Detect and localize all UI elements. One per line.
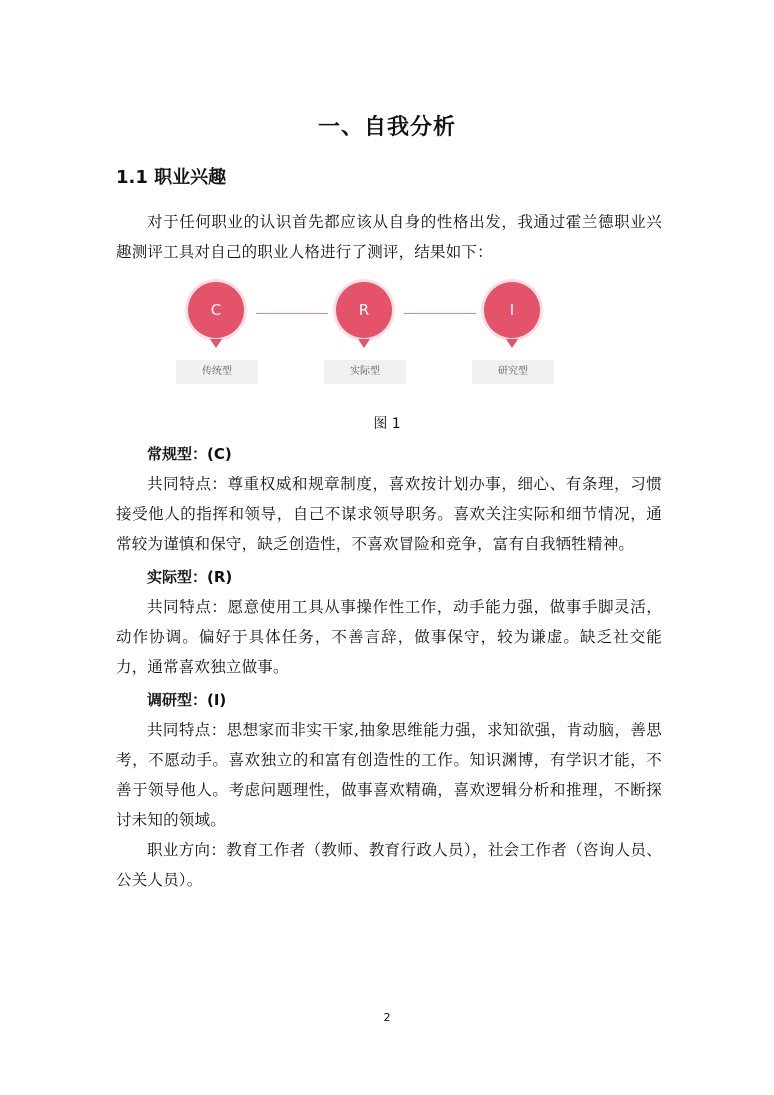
node-label: 研究型 [472,360,554,384]
type-description-conventional: 共同特点：尊重权威和规章制度，喜欢按计划办事，细心、有条理，习惯接受他人的指挥和领导，自己不谋求领导职务。喜欢关注实际和细节情况，通常较为谨慎和保守，缺乏创造性，不喜欢冒险和竞争，富有自我牺牲精神。 [116,475,662,553]
node-i [484,282,544,382]
node-circle: R [336,282,392,338]
node-pointer [506,339,518,348]
node-circle: I [484,282,540,338]
section-title: 1.1 职业兴趣 [116,167,227,188]
node-pointer [210,339,222,348]
career-direction-paragraph: 职业方向：教育工作者（教师、教育行政人员），社会工作者（咨询人员、公关人员）。 [116,841,662,889]
type-heading-conventional: 常规型：(C) [147,445,232,463]
page-number: 2 [383,1011,391,1024]
node-label: 实际型 [324,360,406,384]
type-heading-investigative: 调研型：(I) [147,691,227,709]
type-description-realistic: 共同特点：愿意使用工具从事操作性工作，动手能力强，做事手脚灵活，动作协调。偏好于具体任务，不善言辞，做事保守，较为谦虚。缺乏社交能力，通常喜欢独立做事。 [116,598,662,676]
figure-caption: 图 1 [373,416,401,432]
node-label: 传统型 [176,360,258,384]
type-heading-realistic: 实际型：(R) [147,568,233,586]
node-pointer [358,339,370,348]
node-c [188,282,248,382]
node-r [336,282,396,382]
intro-paragraph: 对于任何职业的认识首先都应该从自身的性格出发，我通过霍兰德职业兴趣测评工具对自己的职业人格进行了测评，结果如下： [116,213,662,261]
node-circle: C [188,282,244,338]
type-description-investigative: 共同特点：思想家而非实干家,抽象思维能力强，求知欲强，肯动脑，善思考，不愿动手。喜欢独立的和富有创造性的工作。知识渊博，有学识才能，不善于领导他人。考虑问题理性，做事喜欢精确，喜欢逻辑分析和推理，不断探讨未知的领域。 [116,721,662,829]
connector-line [256,313,328,314]
holland-code-diagram [178,282,558,390]
connector-line [404,313,476,314]
chapter-title: 一、自我分析 [317,115,456,140]
